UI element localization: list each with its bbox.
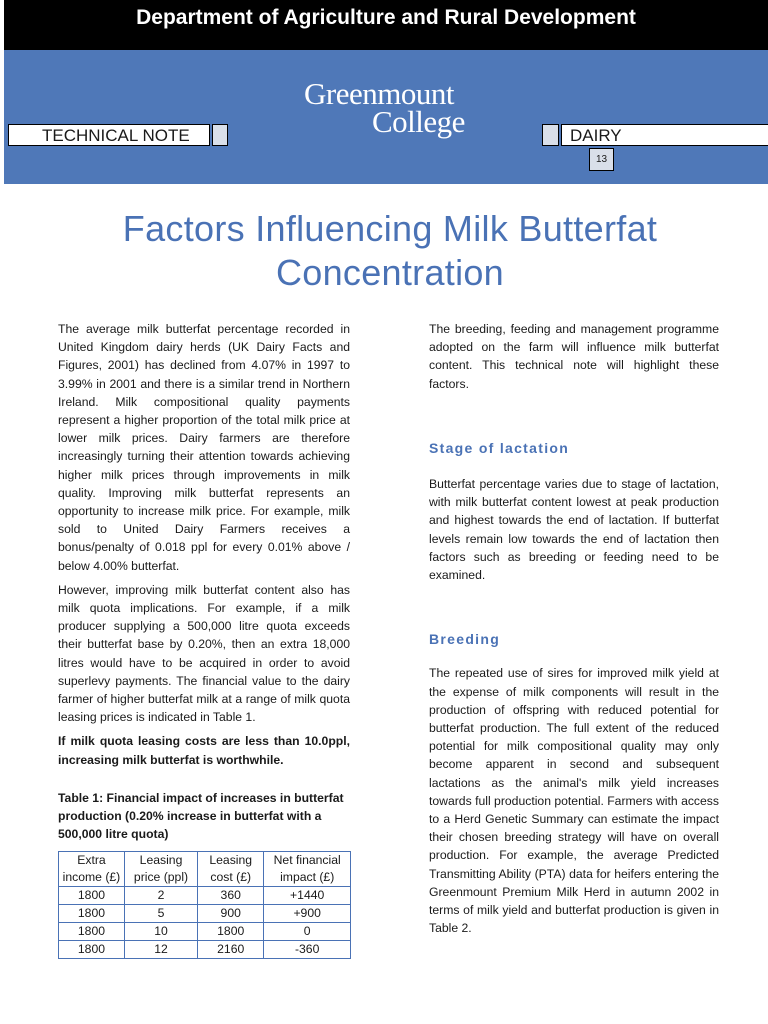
department-name: Department of Agriculture and Rural Development <box>136 6 636 29</box>
table-cell: 1800 <box>59 923 125 941</box>
category-label: DAIRY <box>561 124 768 146</box>
paragraph: The repeated use of sires for improved milk yield at the expense of milk components will result in the production of offspring with reduced potential for butterfat production. The full extent of the reduced potential for milk compositional quality may only become apparent in second and subsequent lactations as the animal's milk yield increases towards full production potential. Farmers with access to a Herd Genetic Summary can estimate the impact their chosen breeding strategy will have on overall production. For example, the average Predicted Transmitting Ability (PTA) data for heifers entering the Greenmount Premium Milk Herd in autumn 2002 in terms of milk yield and butterfat production is given in Table 2. <box>429 666 719 936</box>
table-cell: 12 <box>124 941 197 959</box>
table-cell: 5 <box>124 905 197 923</box>
column-header: Leasing cost (£) <box>198 852 264 887</box>
column-header: Leasing price (ppl) <box>124 852 197 887</box>
table-cell: 2160 <box>198 941 264 959</box>
paragraph: Butterfat percentage varies due to stage of lactation, with milk butterfat content lowest at peak production and highest towards the end of lactation. If butterfat levels remain low towards the end of lactation then factors such as breeding or feeding need to be examined. <box>429 477 719 583</box>
table-cell: 1800 <box>59 905 125 923</box>
column-header: Net financial impact (£) <box>264 852 351 887</box>
table-row <box>59 941 351 959</box>
section-heading-lactation: Stage of lactation <box>429 439 570 456</box>
table-cell: 10 <box>124 923 197 941</box>
highlight-note: If milk quota leasing costs are less than 10.0ppl, increasing milk butterfat is worthwhile. <box>58 734 350 767</box>
table-cell: 1800 <box>198 923 264 941</box>
financial-impact-table <box>58 851 351 959</box>
right-column <box>429 320 719 943</box>
dairy-square <box>542 124 559 146</box>
table-cell: 0 <box>264 923 351 941</box>
technical-note-label: TECHNICAL NOTE <box>8 124 210 146</box>
left-column <box>58 320 350 959</box>
paragraph: However, improving milk butterfat content also has milk quota implications. For example, if a milk producer supplying a 500,000 litre quota exceeds their butterfat base by 0.20%, then an extra 18,000 litres would have to be acquired in order to avoid superlevy payments. The financial value to the dairy farmer of higher butterfat milk at a range of milk quota leasing prices is indicated in Table 1. <box>58 582 350 725</box>
table-row <box>59 905 351 923</box>
table-cell: 1800 <box>59 941 125 959</box>
department-banner <box>4 0 768 50</box>
intro-paragraph: The breeding, feeding and management programme adopted on the farm will influence milk butterfat content. This technical note will highlight these factors. <box>429 322 719 391</box>
table-caption: Table 1: Financial impact of increases in butterfat production (0.20% increase in butterfat with a 500,000 litre quota) <box>58 790 344 842</box>
table-row <box>59 887 351 905</box>
table-cell: 2 <box>124 887 197 905</box>
table-cell: 900 <box>198 905 264 923</box>
college-logo <box>304 76 465 139</box>
header-band <box>4 50 768 184</box>
table-header-row <box>59 852 351 887</box>
logo-line-1: Greenmount <box>304 76 454 111</box>
section-heading-breeding: Breeding <box>429 631 501 648</box>
technical-note-square <box>212 124 228 146</box>
table-cell: -360 <box>264 941 351 959</box>
table-cell: +900 <box>264 905 351 923</box>
table-cell: 1800 <box>59 887 125 905</box>
column-header: Extra income (£) <box>59 852 125 887</box>
note-number: 13 <box>589 148 614 171</box>
table-row <box>59 923 351 941</box>
table-cell: 360 <box>198 887 264 905</box>
paragraph: The average milk butterfat percentage recorded in United Kingdom dairy herds (UK Dairy Facts and Figures, 2001) has declined from 4.07% in 1997 to 3.99% in 2001 and there is a similar trend in Northern Ireland. Milk compositional quality payments represent a higher proportion of the total milk price at lower milk prices. Dairy farmers are therefore increasingly turning their attention towards achieving higher milk prices through improvements in milk quality. Improving milk butterfat represents an opportunity to increase milk price. For example, milk sold to United Dairy Farmers receives a bonus/penalty of 0.018 ppl for every 0.01% above / below 4.00% butterfat. <box>58 322 350 573</box>
logo-line-2: College <box>372 104 465 139</box>
table-cell: +1440 <box>264 887 351 905</box>
page-title: Factors Influencing Milk Butterfat Concentration <box>122 208 658 293</box>
